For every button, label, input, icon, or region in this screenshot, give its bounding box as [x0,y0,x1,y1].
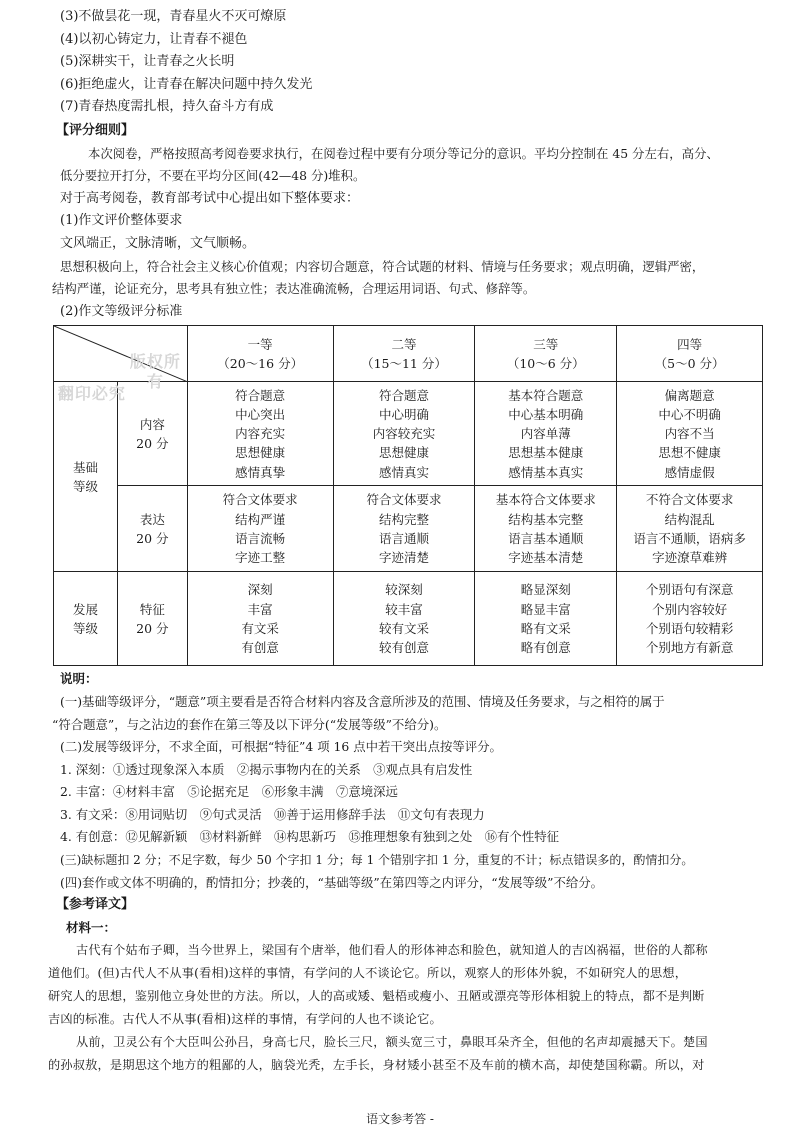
cell-line: 深刻 [247,582,273,598]
table-header-cell [333,326,475,382]
translation-section [48,894,770,1077]
translation-line: 研究人的思想，鉴别他立身处世的方法。所以，人的高或矮、魁梧或瘦小、丑陋或漂亮等形体相貌上的特点，都不是判断 [48,989,705,1004]
grade-name: 一等 [247,336,273,352]
cell-line: 内容充实 [235,426,286,442]
translation-line: 道他们。(但)古代人不从事(看相)这样的事情，有学问的人不谈论它。所以，观察人的形体外貌，不如研究人的思想， [48,966,688,981]
table-cell [333,486,475,572]
translation-line: 的孙叔敖，是期思这个地方的粗鄙的人，脑袋光秃，左手长，身材矮小甚至不及车前的横木高，却使楚国称霸。所以，对 [48,1058,705,1073]
cell-line: 语言基本通顺 [508,530,584,546]
cell-line: 结构基本完整 [508,511,584,527]
table-cell [187,382,333,486]
cell-line: 偏离题意 [664,387,715,403]
table-header-cell [187,326,333,382]
cell-line: 语言流畅 [235,530,286,546]
translation-line: 古代有个姑布子卿，当今世界上，梁国有个唐举，他们看人的形体神态和脸色，就知道人的吉凶祸福，世俗的人都称 [76,943,708,958]
table-header-cell [617,326,763,382]
translation-line: 吉凶的标准。古代人不从事(看相)这样的事情，有学问的人也不谈论它。 [48,1012,442,1027]
note-line: “符合题意”，与之沾边的套作在第三等及以下评分(“发展等级”不给分)。 [52,716,447,732]
intro-item: (6)拒绝虚火，让青春在解决问题中持久发光 [60,76,313,92]
table-row [54,382,763,486]
cell-line: 有文采 [241,620,279,636]
cell-line: 符合文体要求 [222,492,298,508]
cell-line: 较有创意 [378,640,429,656]
intro-item: (3)不做昙花一现，青春星火不灭可燎原 [60,9,287,24]
cell-line: 感情基本真实 [508,464,584,480]
cell-line: 中心不明确 [658,406,721,422]
grade-name: 二等 [391,336,417,352]
group-label-development [54,572,118,666]
cell-line: 思想健康 [378,445,429,461]
cell-line: 字迹清楚 [378,550,429,566]
cell-line: 较有文采 [378,620,429,636]
note-line: (三)缺标题扣 2 分；不足字数，每少 50 个字扣 1 分；每 1 个错别字扣 1 分，重复的不计；标点错误多的，酌情扣分。 [60,853,694,868]
cell-line: 感情虚假 [664,464,715,480]
note-line: 2. 丰富：④材料丰富 ⑤论据充足 ⑥形象丰满 ⑦意境深远 [60,784,398,800]
row-label-line: 20 分 [136,435,169,451]
cell-line: 丰富 [247,601,273,617]
row-label-expression [117,486,187,572]
table-cell [333,382,475,486]
cell-line: 符合题意 [378,387,429,403]
cell-line: 个别内容较好 [652,601,728,617]
note-line: 1. 深刻：①透过现象深入本质 ②揭示事物内在的关系 ③观点具有启发性 [60,761,473,777]
cell-line: 有创意 [241,640,279,656]
table-cell [617,572,763,666]
grade-range: （10～6 分） [506,355,585,371]
row-label-feature [117,572,187,666]
cell-line: 字迹基本清楚 [508,550,584,566]
grade-name: 三等 [533,336,559,352]
table-cell [187,486,333,572]
note-line: (一)基础等级评分，“题意”项主要看是否符合材料内容及含意所涉及的范围、情境及任务要求，与之相符的属于 [60,693,665,709]
page-footer: 语文参考答 - [366,1112,434,1126]
table-row [54,486,763,572]
grading-table [53,325,763,666]
scoring-sub2: (2)作文等级评分标准 [60,303,183,319]
table-row [54,572,763,666]
cell-line: 思想健康 [235,445,286,461]
cell-line: 不符合文体要求 [645,492,734,508]
cell-line: 较深刻 [385,582,423,598]
intro-item: (4)以初心铸定力，让青春不褪色 [60,31,248,47]
cell-line: 符合文体要求 [366,492,442,508]
cell-line: 基本符合文体要求 [495,492,596,508]
intro-item: (7)青春热度需扎根，持久奋斗方有成 [60,99,274,115]
cell-line: 思想基本健康 [508,445,584,461]
row-label-line: 20 分 [136,530,169,546]
scoring-para2: 对于高考阅卷，教育部考试中心提出如下整体要求： [60,190,360,206]
grade-name: 四等 [677,336,703,352]
cell-line: 内容较充实 [372,426,436,442]
scoring-para1-cont: 低分要拉开打分，不要在平均分区间(42—48 分)堆积。 [60,168,366,184]
cell-line: 结构完整 [378,511,429,527]
watermark-text: 版权所有 [129,352,181,391]
notes-heading: 说明： [60,671,98,687]
group-label-line: 等级 [72,478,98,494]
table-header-row [54,326,763,382]
cell-line: 略显丰富 [520,601,571,617]
cell-line: 中心明确 [378,406,429,422]
cell-line: 中心基本明确 [508,406,584,422]
cell-line: 思想不健康 [658,445,721,461]
cell-line: 符合题意 [235,387,286,403]
cell-line: 语言通顺 [378,530,429,546]
material-title: 材料一： [66,919,117,935]
group-label-line: 发展 [72,601,98,617]
cell-line: 感情真实 [378,464,429,480]
cell-line: 字迹工整 [235,550,286,566]
table-cell [617,382,763,486]
group-label-basic [54,382,118,572]
table-corner-cell [54,326,188,391]
note-line: 4. 有创意：⑫见解新颖 ⑬材料新鲜 ⑭构思新巧 ⑮推理想象有独到之处 ⑯有个性特征 [60,829,559,845]
note-line: (二)发展等级评分，不求全面，可根据“特征”4 项 16 点中若干突出点按等评分。 [60,739,502,755]
scoring-sub1-line1: 文风端正，文脉清晰，文气顺畅。 [60,235,256,251]
table-cell [475,382,617,486]
scoring-para1: 本次阅卷，严格按照高考阅卷要求执行，在阅卷过程中要有分项分等记分的意识。平均分控制在 45 分左右，高分、 [88,145,719,161]
cell-line: 结构混乱 [664,511,715,527]
cell-line: 内容单薄 [520,426,571,442]
cell-line: 略有文采 [520,620,571,636]
translation-heading: 【参考译文】 [56,897,135,913]
cell-line: 中心突出 [235,406,286,422]
cell-line: 略显深刻 [520,582,571,598]
cell-line: 语言不通顺，语病多 [633,530,746,546]
cell-line: 较丰富 [385,601,423,617]
cell-line: 基本符合题意 [508,387,584,403]
table-cell [475,486,617,572]
row-label-line: 表达 [139,511,165,527]
notes-section [52,668,770,894]
scoring-sub1-line3: 结构严谨，论证充分，思考具有独立性；表达准确流畅，合理运用词语、句式、修辞等。 [52,281,536,297]
scoring-sub1-line2: 思想积极向上，符合社会主义核心价值观；内容切合题意，符合试题的材料、情境与任务要求；观点明确，逻辑严密， [60,258,705,274]
cell-line: 个别语句有深意 [645,582,734,598]
cell-line: 个别语句较精彩 [645,620,734,636]
table-header-cell [475,326,617,382]
cell-line: 感情真挚 [235,464,286,480]
table-cell [187,572,333,666]
grade-range: （20～16 分） [217,355,304,371]
cell-line: 内容不当 [664,426,715,442]
scoring-sub1: (1)作文评价整体要求 [60,213,183,229]
row-label-line: 特征 [139,601,165,617]
cell-line: 字迹潦草难辨 [652,550,728,566]
table-cell [333,572,475,666]
table-cell [475,572,617,666]
group-label-line: 等级 [72,620,98,636]
cell-line: 结构严谨 [235,511,286,527]
scoring-section [52,120,770,323]
scoring-heading: 【评分细则】 [56,122,135,138]
table-cell [617,486,763,572]
note-line: (四)套作或文体不明确的，酌情扣分；抄袭的，“基础等级”在第四等之内评分，“发展等级”不给分。 [60,874,604,890]
translation-line: 从前，卫灵公有个大臣叫公孙吕，身高七尺，脸长三尺，额头宽三寸，鼻眼耳朵齐全，但他的名声却震撼天下。楚国 [76,1035,708,1050]
row-label-line: 内容 [139,416,165,432]
cell-line: 个别地方有新意 [645,640,734,656]
grade-range: （15～11 分） [361,355,447,371]
intro-list [60,6,770,119]
grade-range: （5～0 分） [654,355,725,371]
note-line: 3. 有文采：⑧用词贴切 ⑨句式灵活 ⑩善于运用修辞手法 ⑪文句有表现力 [60,806,485,822]
row-label-line: 20 分 [136,620,169,636]
watermark-text: 翻印必究 [57,384,126,404]
group-label-line: 基础 [72,459,98,475]
cell-line: 略有创意 [520,640,571,656]
intro-item: (5)深耕实干，让青春之火长明 [60,54,235,70]
